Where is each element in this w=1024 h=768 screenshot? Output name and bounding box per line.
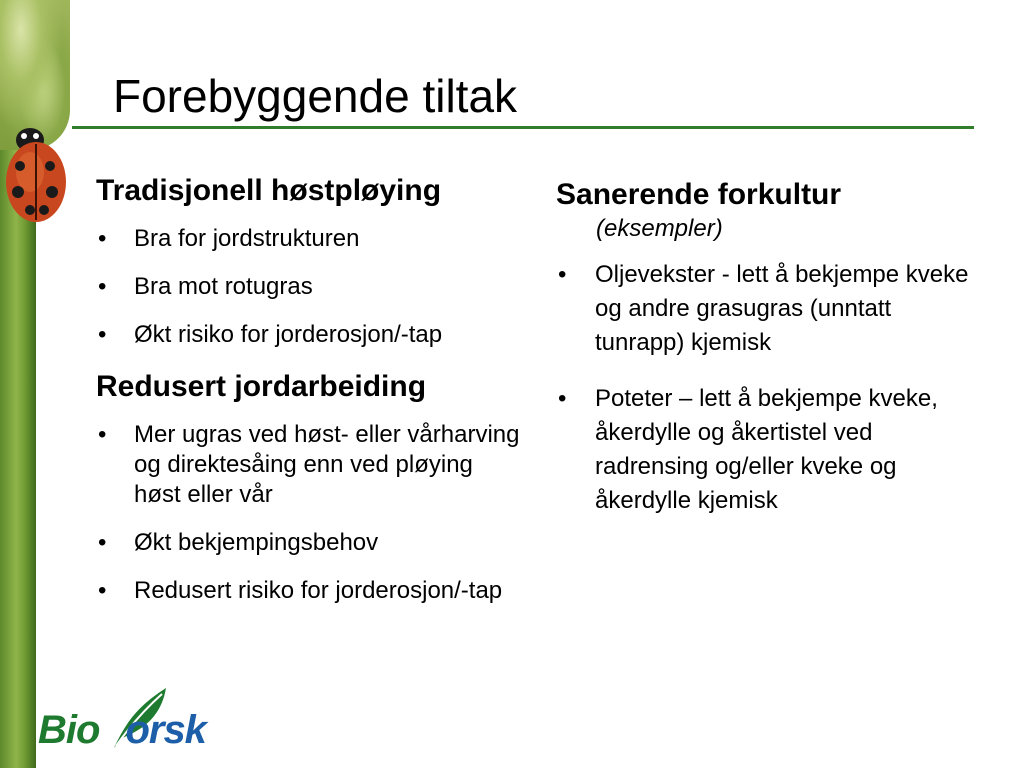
bullet-marker: • [98, 273, 107, 300]
logo-text-bio: Bio [38, 708, 100, 752]
logo-text-orsk: orsk [125, 708, 206, 752]
right-column [556, 176, 976, 540]
left-column [96, 172, 526, 624]
slide-title: Forebyggende tiltak [113, 70, 518, 122]
section-heading-sanerende: Sanerende forkultur [556, 178, 842, 211]
list-item [556, 258, 976, 360]
ladybug-icon [0, 110, 70, 225]
bullet-marker: • [98, 321, 107, 348]
section-heading-redusert: Redusert jordarbeiding [96, 370, 427, 403]
list-item-text: Bra mot rotugras [134, 273, 313, 300]
list-item-text: Mer ugras ved høst- eller vårharving og direktesåing enn ved pløying høst eller vår [134, 421, 520, 508]
list-item [96, 576, 526, 606]
bioforsk-logo [38, 682, 206, 762]
list-item [96, 420, 526, 510]
list-item [556, 382, 976, 518]
list-item-text: Økt bekjempingsbehov [134, 529, 379, 556]
bullet-list-host-ploying [96, 224, 526, 350]
list-item [96, 224, 526, 254]
list-item [96, 528, 526, 558]
section-heading-host-ploying: Tradisjonell høstpløying [96, 174, 442, 207]
list-item [96, 320, 526, 350]
bullet-marker: • [98, 577, 107, 604]
list-item [96, 272, 526, 302]
list-item-text: Oljevekster - lett å bekjempe kveke og andre grasugras (unntatt tunrapp) kjemisk [595, 261, 969, 356]
title-divider [72, 126, 974, 129]
list-item-text: Økt risiko for jorderosjon/-tap [134, 321, 443, 348]
bullet-marker: • [558, 385, 567, 412]
list-item-text: Bra for jordstrukturen [134, 225, 360, 252]
bullet-list-sanerende [556, 258, 976, 518]
bullet-marker: • [558, 261, 567, 288]
list-item-text: Poteter – lett å bekjempe kveke, åkerdylle og åkertistel ved radrensing og/eller kveke og åkerdylle kjemisk [595, 385, 938, 514]
logo-wordmark [38, 708, 206, 753]
section-subnote: (eksempler) [596, 215, 723, 242]
bullet-list-redusert [96, 420, 526, 606]
bullet-marker: • [98, 529, 107, 556]
list-item-text: Redusert risiko for jorderosjon/-tap [134, 577, 503, 604]
bullet-marker: • [98, 225, 107, 252]
bullet-marker: • [98, 421, 107, 448]
